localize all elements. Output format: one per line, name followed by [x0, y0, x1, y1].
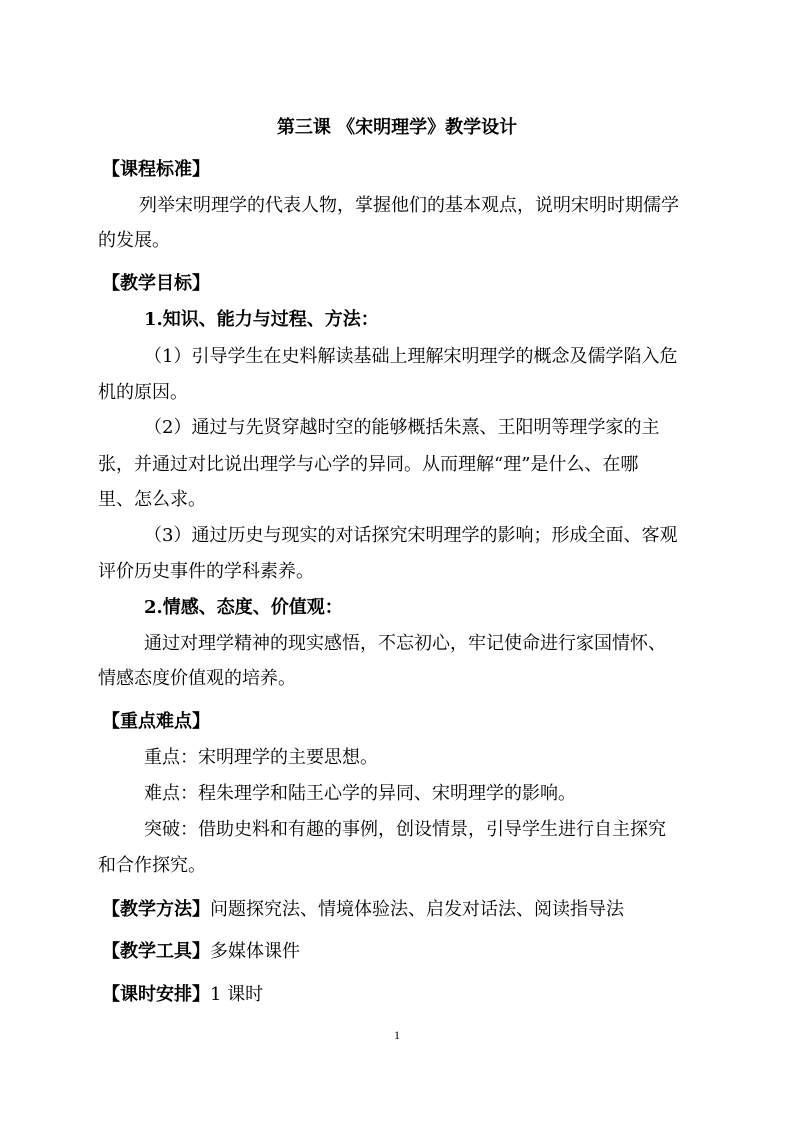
tools-heading: 【教学工具】 — [102, 941, 210, 962]
tools-text: 多媒体课件 — [210, 941, 300, 962]
key-breakthrough-line: 和合作探究。 — [98, 855, 206, 876]
tools-row — [102, 940, 300, 964]
key-heading: 【重点难点】 — [102, 711, 210, 732]
goal-item-2-line: 里、怎么求。 — [98, 489, 206, 510]
standard-text-line: 的发展。 — [98, 230, 170, 251]
goal-item-1-line: 机的原因。 — [98, 382, 188, 403]
key-breakthrough-line: 突破：借助史料和有趣的事例，创设情景，引导学生进行自主探究 — [144, 819, 666, 840]
goal-item-3-line: （3）通过历史与现实的对话探究宋明理学的影响；形成全面、客观 — [144, 525, 678, 546]
methods-row — [102, 898, 624, 922]
standard-heading: 【课程标准】 — [102, 159, 210, 180]
key-focus: 重点：宋明理学的主要思想。 — [144, 747, 378, 768]
methods-heading: 【教学方法】 — [102, 899, 210, 920]
goals-heading: 【教学目标】 — [102, 273, 210, 294]
goals-subheading-knowledge: 1.知识、能力与过程、方法： — [144, 309, 379, 330]
emotion-text-line: 情感态度价值观的培养。 — [98, 668, 296, 689]
schedule-heading: 【课时安排】 — [102, 984, 210, 1005]
goal-item-2-line: （2）通过与先贤穿越时空的能够概括朱熹、王阳明等理学家的主 — [144, 417, 660, 438]
goal-item-3-line: 评价历史事件的学科素养。 — [98, 561, 314, 582]
goals-subheading-emotion: 2.情感、态度、价值观： — [144, 597, 343, 618]
key-difficulty: 难点：程朱理学和陆王心学的异同、宋明理学的影响。 — [144, 783, 576, 804]
goal-item-1-line: （1）引导学生在史料解读基础上理解宋明理学的概念及儒学陷入危 — [144, 346, 678, 367]
emotion-text-line: 通过对理学精神的现实感悟，不忘初心，牢记使命进行家国情怀、 — [144, 633, 666, 654]
page-number: 1 — [394, 1028, 400, 1042]
standard-text-line: 列举宋明理学的代表人物，掌握他们的基本观点，说明宋明时期儒学 — [139, 195, 679, 216]
schedule-row — [102, 983, 263, 1007]
schedule-text: 1 课时 — [210, 984, 264, 1005]
goal-item-2-line: 张，并通过对比说出理学与心学的异同。从而理解“理”是什么、在哪 — [98, 454, 639, 475]
methods-text: 问题探究法、情境体验法、启发对话法、阅读指导法 — [210, 899, 624, 920]
document-title: 第三课 《宋明理学》教学设计 — [276, 117, 518, 138]
